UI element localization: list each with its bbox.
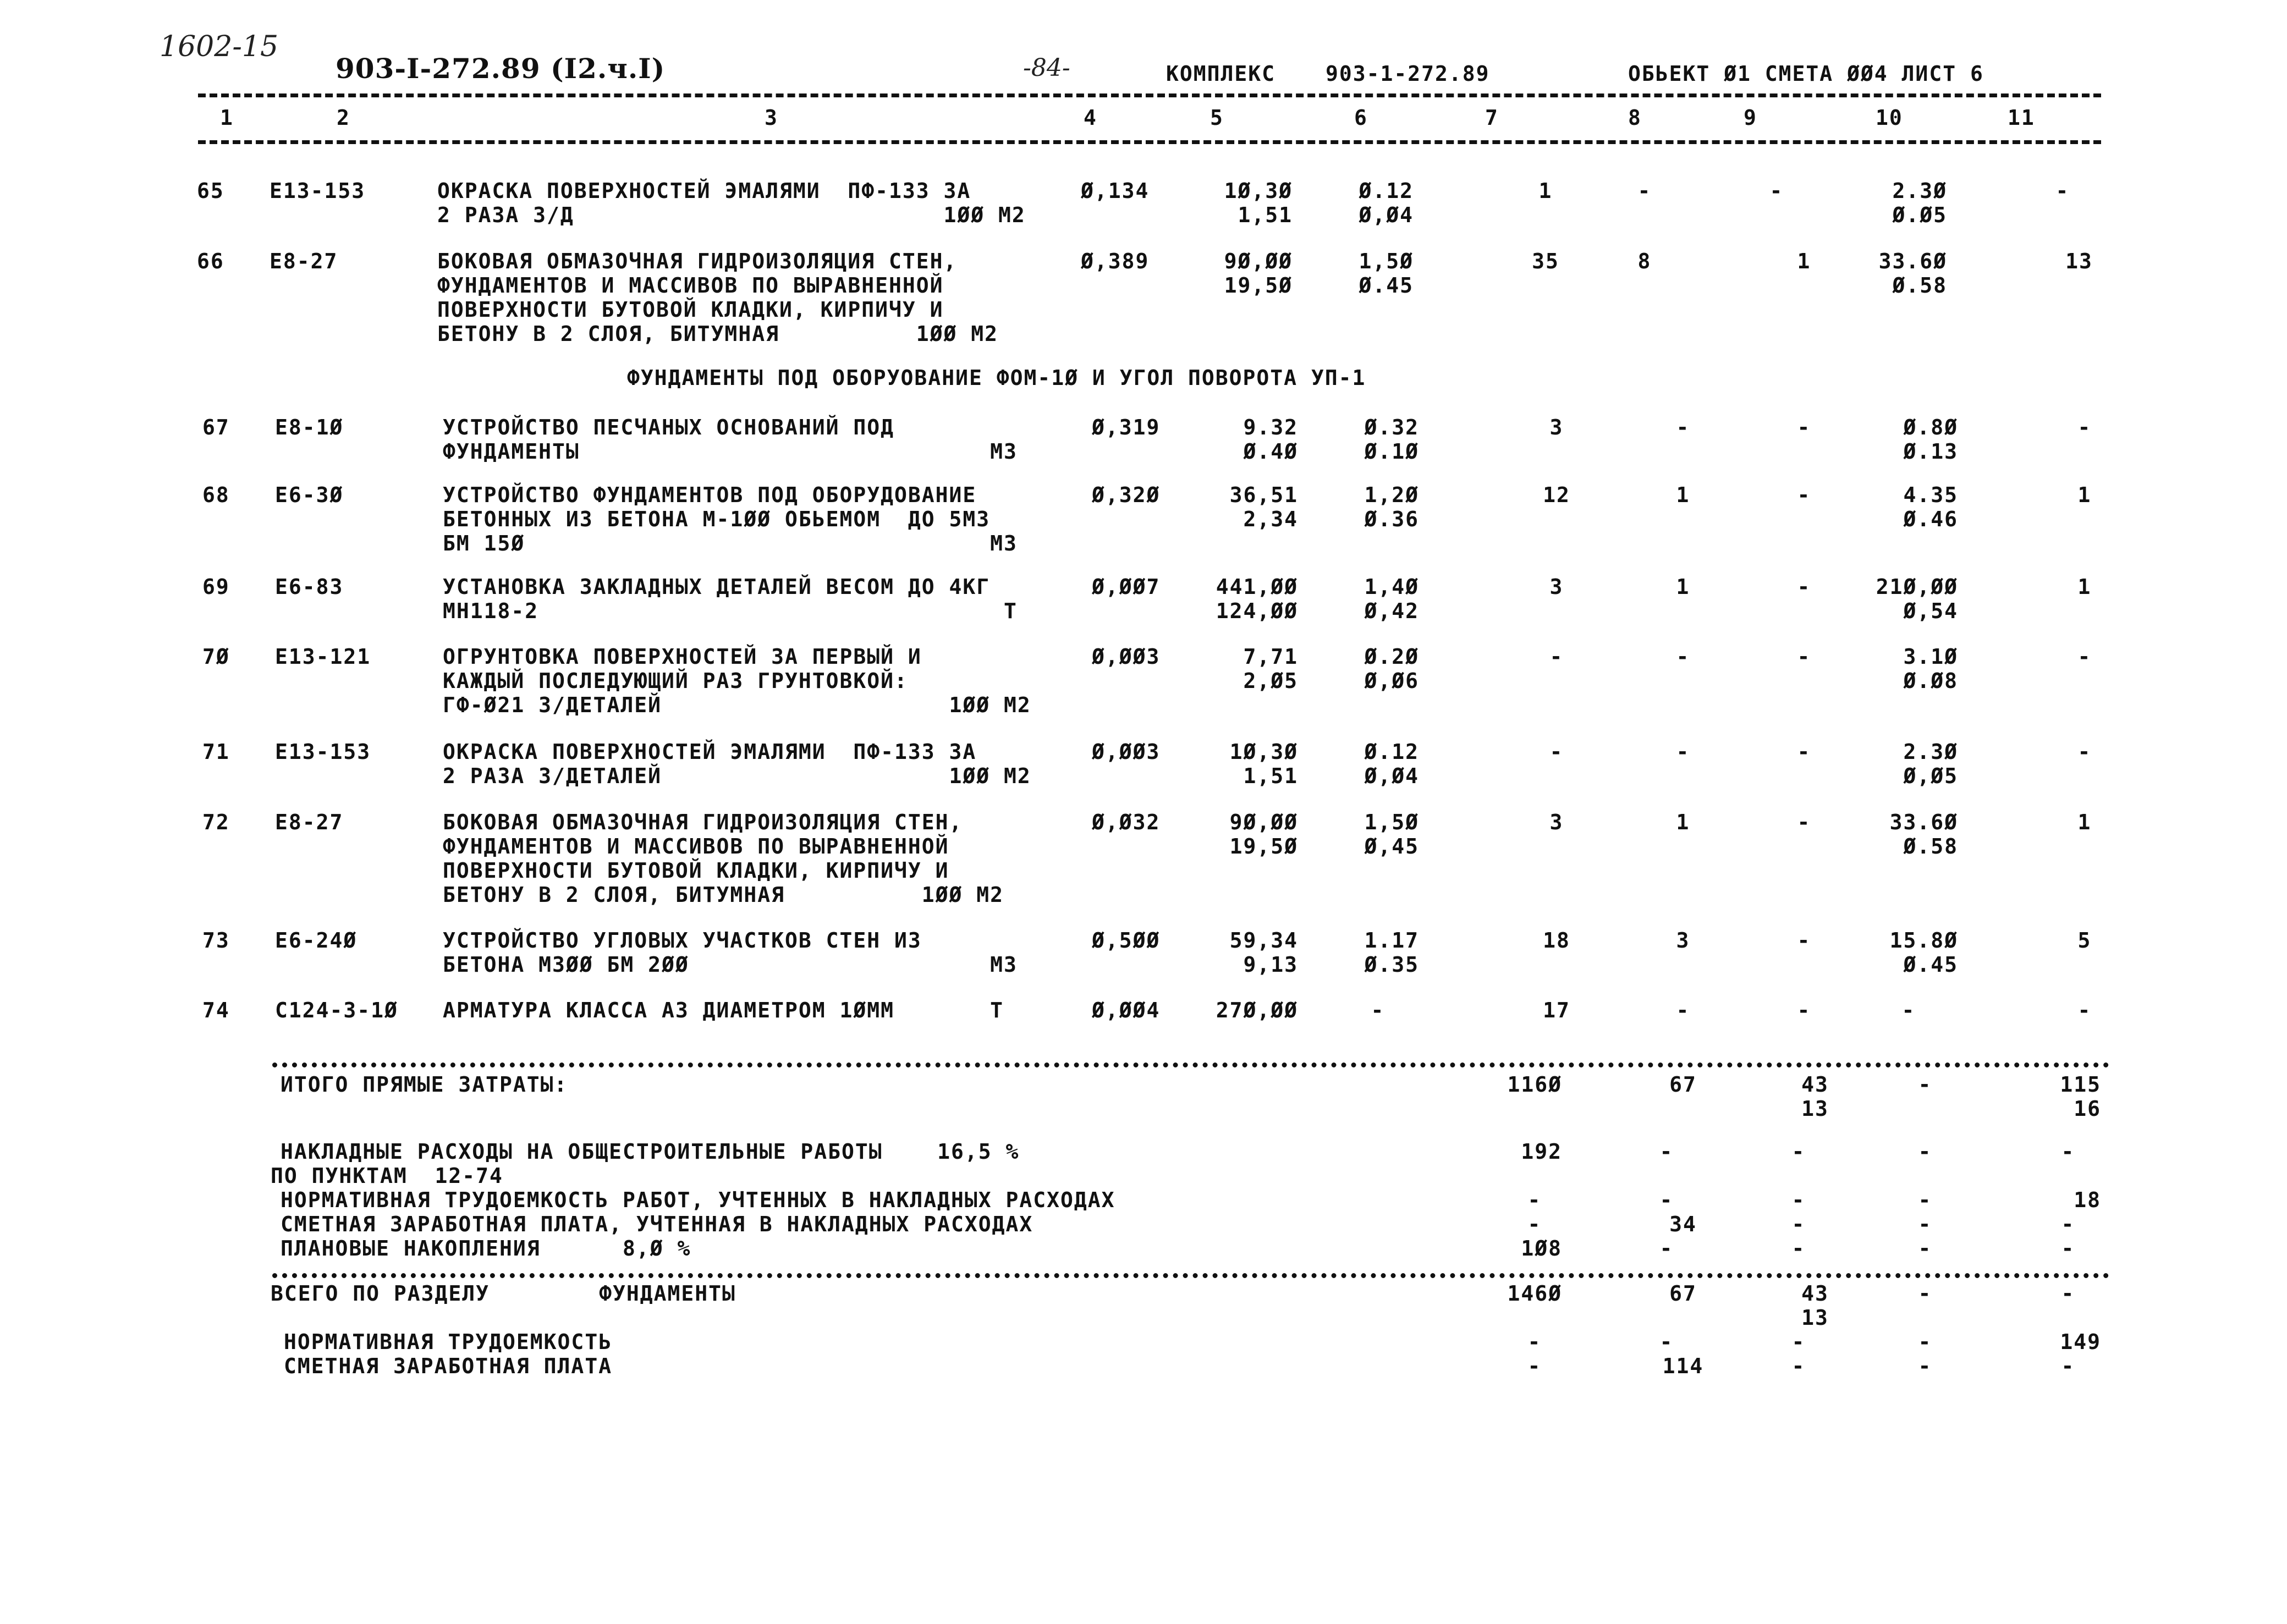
complex-label: КОМПЛЕКС: [1166, 62, 1276, 86]
col-header-9: 9: [1744, 106, 1757, 130]
row-col6: Ø.35: [1364, 953, 1419, 977]
row-col10: Ø.45: [1903, 953, 1958, 977]
row-col8: 1: [1676, 483, 1690, 507]
labor-norm-col7: -: [1527, 1188, 1542, 1212]
row-col8: 3: [1676, 928, 1690, 953]
row-col9: -: [1797, 928, 1811, 953]
direct-costs-col10: -: [1918, 1072, 1932, 1097]
row-col6: Ø,45: [1364, 834, 1419, 858]
final-labor-col9: -: [1791, 1330, 1806, 1354]
row-col4: Ø,389: [1081, 249, 1150, 273]
wage-col9: -: [1791, 1212, 1806, 1236]
row-col6: Ø,42: [1364, 599, 1419, 623]
row-number: 65: [197, 179, 224, 203]
col-header-2: 2: [337, 106, 350, 130]
row-col5: 124,ØØ: [1216, 599, 1298, 623]
final-wage-col8: 114: [1662, 1354, 1704, 1378]
direct-costs-col7: 116Ø: [1507, 1072, 1562, 1097]
row-col7: 3: [1549, 415, 1564, 439]
row-col4: Ø,ØØ7: [1092, 575, 1161, 599]
planned-savings-col9: -: [1791, 1236, 1806, 1260]
document-code: 903-I-272.89 (I2.ч.I): [336, 52, 666, 85]
row-number: 68: [202, 483, 230, 507]
row-col6-b: Ø,Ø4: [1359, 203, 1414, 227]
row-col5: 19,5Ø: [1229, 834, 1298, 858]
row-code: E13-153: [275, 740, 371, 764]
row-col7: 17: [1543, 998, 1570, 1022]
row-col9: -: [1797, 645, 1811, 669]
row-desc-line: БМ 15Ø М3: [443, 531, 1018, 555]
row-col10: Ø.58: [1903, 834, 1958, 858]
row-col4: Ø,5ØØ: [1092, 928, 1161, 953]
wage-col8: 34: [1669, 1212, 1697, 1236]
row-col5-b: 19,5Ø: [1224, 273, 1293, 298]
row-col10: Ø,54: [1903, 599, 1958, 623]
row-col10-a: 2.3Ø: [1892, 179, 1947, 203]
row-col6: 1.17: [1364, 928, 1419, 953]
labor-norm-col11: 18: [2074, 1188, 2101, 1212]
row-col6: Ø.1Ø: [1364, 439, 1419, 464]
row-number: 66: [197, 249, 224, 273]
row-code: E13-153: [270, 179, 366, 203]
section-total-label: ВСЕГО ПО РАЗДЕЛУ ФУНДАМЕНТЫ: [271, 1281, 736, 1306]
col-header-5: 5: [1210, 106, 1224, 130]
header-rule-top: [198, 93, 2101, 97]
row-col7: -: [1549, 645, 1564, 669]
row-col7: 35: [1532, 249, 1559, 273]
row-desc-line: ГФ-Ø21 З/ДЕТАЛЕЙ 1ØØ М2: [443, 693, 1031, 717]
row-desc-line: ПОВЕРХНОСТИ БУТОВОЙ КЛАДКИ, КИРПИЧУ И: [443, 858, 949, 883]
section-total-col9: 43: [1801, 1281, 1829, 1306]
final-labor-col11: 149: [2060, 1330, 2101, 1354]
overhead-col9: -: [1791, 1139, 1806, 1164]
wage-col7: -: [1527, 1212, 1542, 1236]
row-col11: 13: [2065, 249, 2093, 273]
row-col9: -: [1797, 415, 1811, 439]
row-number: 74: [202, 998, 230, 1022]
col-header-6: 6: [1354, 106, 1368, 130]
final-wage-col9: -: [1791, 1354, 1806, 1378]
col-header-1: 1: [220, 106, 234, 130]
final-wage-col10: -: [1918, 1354, 1932, 1378]
row-col5: 9.32: [1243, 415, 1298, 439]
row-col5: 1Ø,3Ø: [1229, 740, 1298, 764]
row-col6-b: Ø.45: [1359, 273, 1414, 298]
col-header-8: 8: [1628, 106, 1642, 130]
final-wage-col11: -: [2061, 1354, 2075, 1378]
row-col5: 441,ØØ: [1216, 575, 1298, 599]
row-col10: Ø.8Ø: [1903, 415, 1958, 439]
row-code: E8-27: [270, 249, 338, 273]
row-col11: 1: [2077, 483, 2092, 507]
section-title: ФУНДАМЕНТЫ ПОД ОБОРУОВАНИЕ ФОМ-1Ø И УГОЛ ПОВОРОТА УП-1: [627, 366, 1366, 390]
row-code: C124-3-1Ø: [275, 998, 398, 1022]
row-col11: -: [2077, 740, 2092, 764]
section-total-col8: 67: [1669, 1281, 1697, 1306]
row-col6: 1,5Ø: [1364, 810, 1419, 834]
row-number: 73: [202, 928, 230, 953]
section-total-col11: -: [2061, 1281, 2075, 1306]
row-col5: 7,71: [1243, 645, 1298, 669]
row-col8: 1: [1676, 575, 1690, 599]
object-info: ОБЬЕКТ Ø1 СМЕТА ØØ4 ЛИСТ 6: [1628, 62, 1984, 86]
row-col10-b: Ø.58: [1892, 273, 1947, 298]
planned-savings-col10: -: [1918, 1236, 1932, 1260]
section-total-col7: 146Ø: [1507, 1281, 1562, 1306]
dotted-rule-section-total: [272, 1273, 2109, 1278]
direct-costs-col8: 67: [1669, 1072, 1697, 1097]
row-col10-b: Ø.Ø5: [1892, 203, 1947, 227]
overhead-col10: -: [1918, 1139, 1932, 1164]
row-desc-line: БОКОВАЯ ОБМАЗОЧНАЯ ГИДРОИЗОЛЯЦИЯ СТЕН,: [437, 249, 958, 273]
row-col9: 1: [1797, 249, 1811, 273]
overhead-label-2: ПО ПУНКТАМ 12-74: [271, 1164, 503, 1188]
row-code: E6-83: [275, 575, 344, 599]
row-code: E6-3Ø: [275, 483, 344, 507]
planned-savings-label: ПЛАНОВЫЕ НАКОПЛЕНИЯ 8,Ø %: [281, 1236, 691, 1260]
row-col11: -: [2077, 998, 2092, 1022]
row-col5: Ø.4Ø: [1243, 439, 1298, 464]
wage-label: СМЕТНАЯ ЗАРАБОТНАЯ ПЛАТА, УЧТЕННАЯ В НАКЛАДНЫХ РАСХОДАХ: [281, 1212, 1033, 1236]
row-desc-line: 2 РАЗА З/Д 1ØØ М2: [437, 203, 1026, 227]
row-col7: 12: [1543, 483, 1570, 507]
final-labor-col8: -: [1659, 1330, 1674, 1354]
row-col11: 1: [2077, 575, 2092, 599]
header-rule-bottom: [198, 140, 2101, 144]
row-col10: Ø,Ø5: [1903, 764, 1958, 788]
wage-col11: -: [2061, 1212, 2075, 1236]
row-desc-line: 2 РАЗА З/ДЕТАЛЕЙ 1ØØ М2: [443, 764, 1031, 788]
row-col9: -: [1797, 810, 1811, 834]
row-desc-line: ПОВЕРХНОСТИ БУТОВОЙ КЛАДКИ, КИРПИЧУ И: [437, 298, 944, 322]
row-desc-line: ФУНДАМЕНТОВ И МАССИВОВ ПО ВЫРАВНЕННОЙ: [443, 834, 949, 858]
col-header-11: 11: [2008, 106, 2035, 130]
row-desc-line: БЕТОНА М3ØØ БМ 2ØØ М3: [443, 953, 1018, 977]
row-col5: 9Ø,ØØ: [1229, 810, 1298, 834]
row-col5-a: 9Ø,ØØ: [1224, 249, 1293, 273]
final-labor-col10: -: [1918, 1330, 1932, 1354]
row-col10: Ø.46: [1903, 507, 1958, 531]
row-col6: Ø,Ø6: [1364, 669, 1419, 693]
row-col8: -: [1637, 179, 1652, 203]
overhead-label: НАКЛАДНЫЕ РАСХОДЫ НА ОБЩЕСТРОИТЕЛЬНЫЕ РАБОТЫ 16,5 %: [281, 1139, 1020, 1164]
row-col7: 1: [1538, 179, 1553, 203]
row-col8: 1: [1676, 810, 1690, 834]
row-col4: Ø,32Ø: [1092, 483, 1161, 507]
row-col5: 59,34: [1229, 928, 1298, 953]
planned-savings-col7: 1Ø8: [1521, 1236, 1562, 1260]
row-col8: -: [1676, 998, 1690, 1022]
row-code: E8-1Ø: [275, 415, 344, 439]
row-desc-line: ФУНДАМЕНТОВ И МАССИВОВ ПО ВЫРАВНЕННОЙ: [437, 273, 944, 298]
row-desc-line: БЕТОННЫХ ИЗ БЕТОНА М-1ØØ ОБЬЕМОМ ДО 5М3: [443, 507, 991, 531]
row-col10: 15.8Ø: [1889, 928, 1958, 953]
row-col6-a: Ø.12: [1359, 179, 1414, 203]
direct-costs-col11: 115: [2060, 1072, 2101, 1097]
row-col6: Ø.36: [1364, 507, 1419, 531]
row-col8: 8: [1637, 249, 1652, 273]
row-col10: 21Ø,ØØ: [1876, 575, 1958, 599]
row-col10: Ø.Ø8: [1903, 669, 1958, 693]
row-col11: 1: [2077, 810, 2092, 834]
planned-savings-col8: -: [1659, 1236, 1674, 1260]
final-labor-col7: -: [1527, 1330, 1542, 1354]
row-col8: -: [1676, 740, 1690, 764]
labor-norm-label: НОРМАТИВНАЯ ТРУДОЕМКОСТЬ РАБОТ, УЧТЕННЫХ В НАКЛАДНЫХ РАСХОДАХ: [281, 1188, 1115, 1212]
row-desc-line: АРМАТУРА КЛАССА А3 ДИАМЕТРОМ 1ØММ Т: [443, 998, 1004, 1022]
row-desc-line: ОКРАСКА ПОВЕРХНОСТЕЙ ЭМАЛЯМИ ПФ-133 ЗА: [437, 179, 971, 203]
row-number: 7Ø: [202, 645, 230, 669]
row-desc-line: БОКОВАЯ ОБМАЗОЧНАЯ ГИДРОИЗОЛЯЦИЯ СТЕН,: [443, 810, 963, 834]
row-col8: -: [1676, 645, 1690, 669]
row-col6: Ø.12: [1364, 740, 1419, 764]
row-col10: 3.1Ø: [1903, 645, 1958, 669]
row-col6: 1,2Ø: [1364, 483, 1419, 507]
row-col8: -: [1676, 415, 1690, 439]
page-number: -84-: [1023, 54, 1070, 82]
row-col7: 18: [1543, 928, 1570, 953]
row-number: 72: [202, 810, 230, 834]
final-wage-col7: -: [1527, 1354, 1542, 1378]
row-col4: Ø,134: [1081, 179, 1150, 203]
col-header-7: 7: [1485, 106, 1499, 130]
row-col5: 2,34: [1243, 507, 1298, 531]
row-col4: Ø,ØØ3: [1092, 740, 1161, 764]
row-col11: -: [2055, 179, 2070, 203]
overhead-col11: -: [2061, 1139, 2075, 1164]
final-labor-label: НОРМАТИВНАЯ ТРУДОЕМКОСТЬ: [284, 1330, 613, 1354]
row-col11: -: [2077, 645, 2092, 669]
col-header-4: 4: [1084, 106, 1097, 130]
row-col10: 4.35: [1903, 483, 1958, 507]
row-col10: Ø.13: [1903, 439, 1958, 464]
row-col5-b: 1,51: [1238, 203, 1293, 227]
row-col6: Ø.32: [1364, 415, 1419, 439]
planned-savings-col11: -: [2061, 1236, 2075, 1260]
labor-norm-col10: -: [1918, 1188, 1932, 1212]
row-col5: 9,13: [1243, 953, 1298, 977]
row-col4: Ø,ØØ4: [1092, 998, 1161, 1022]
row-col9: -: [1797, 483, 1811, 507]
labor-norm-col9: -: [1791, 1188, 1806, 1212]
direct-costs-col9-b: 13: [1801, 1097, 1829, 1121]
row-col4: Ø,Ø32: [1092, 810, 1161, 834]
row-col7: -: [1549, 740, 1564, 764]
col-header-10: 10: [1876, 106, 1903, 130]
row-col4: Ø,ØØ3: [1092, 645, 1161, 669]
row-col6: Ø.2Ø: [1364, 645, 1419, 669]
section-total-col9-b: 13: [1801, 1306, 1829, 1330]
row-col6: -: [1371, 998, 1385, 1022]
row-col5: 36,51: [1229, 483, 1298, 507]
row-col7: 3: [1549, 810, 1564, 834]
labor-norm-col8: -: [1659, 1188, 1674, 1212]
direct-costs-label: ИТОГО ПРЯМЫЕ ЗАТРАТЫ:: [281, 1072, 568, 1097]
overhead-col7: 192: [1521, 1139, 1562, 1164]
row-code: E8-27: [275, 810, 344, 834]
row-col4: Ø,319: [1092, 415, 1161, 439]
row-col9: -: [1797, 575, 1811, 599]
row-desc-line: ОГРУНТОВКА ПОВЕРХНОСТЕЙ ЗА ПЕРВЫЙ И: [443, 645, 922, 669]
row-col10: 33.6Ø: [1889, 810, 1958, 834]
row-desc-line: БЕТОНУ В 2 СЛОЯ, БИТУМНАЯ 1ØØ М2: [443, 883, 1004, 907]
row-col11: -: [2077, 415, 2092, 439]
row-col5: 27Ø,ØØ: [1216, 998, 1298, 1022]
row-number: 67: [202, 415, 230, 439]
final-wage-label: СМЕТНАЯ ЗАРАБОТНАЯ ПЛАТА: [284, 1354, 613, 1378]
section-total-col10: -: [1918, 1281, 1932, 1306]
row-col9: -: [1797, 740, 1811, 764]
row-col10: -: [1901, 998, 1916, 1022]
row-col5: 2,Ø5: [1243, 669, 1298, 693]
complex-code: 903-1-272.89: [1326, 62, 1490, 86]
row-col9: -: [1797, 998, 1811, 1022]
row-desc-line: УСТРОЙСТВО ФУНДАМЕНТОВ ПОД ОБОРУДОВАНИЕ: [443, 483, 977, 507]
row-col6: 1,4Ø: [1364, 575, 1419, 599]
row-col5: 1,51: [1243, 764, 1298, 788]
direct-costs-col11-b: 16: [2074, 1097, 2101, 1121]
row-number: 71: [202, 740, 230, 764]
row-code: E6-24Ø: [275, 928, 358, 953]
row-desc-line: ФУНДАМЕНТЫ М3: [443, 439, 1018, 464]
wage-col10: -: [1918, 1212, 1932, 1236]
row-desc-line: УСТРОЙСТВО УГЛОВЫХ УЧАСТКОВ СТЕН ИЗ: [443, 928, 922, 953]
row-col6-a: 1,5Ø: [1359, 249, 1414, 273]
row-col10-a: 33.6Ø: [1878, 249, 1947, 273]
overhead-col8: -: [1659, 1139, 1674, 1164]
row-col7: 3: [1549, 575, 1564, 599]
row-code: E13-121: [275, 645, 371, 669]
row-col9: -: [1769, 179, 1784, 203]
row-col10: 2.3Ø: [1903, 740, 1958, 764]
row-desc-line: УСТРОЙСТВО ПЕСЧАНЫХ ОСНОВАНИЙ ПОД: [443, 415, 894, 439]
row-desc-line: ОКРАСКА ПОВЕРХНОСТЕЙ ЭМАЛЯМИ ПФ-133 ЗА: [443, 740, 977, 764]
row-number: 69: [202, 575, 230, 599]
row-desc-line: МН118-2 Т: [443, 599, 1018, 623]
row-col11: 5: [2077, 928, 2092, 953]
row-desc-line: КАЖДЫЙ ПОСЛЕДУЮЩИЙ РАЗ ГРУНТОВКОЙ:: [443, 669, 908, 693]
dotted-rule-totals: [272, 1063, 2109, 1067]
col-header-3: 3: [765, 106, 778, 130]
row-desc-line: БЕТОНУ В 2 СЛОЯ, БИТУМНАЯ 1ØØ М2: [437, 322, 998, 346]
handwritten-note: 1602-15: [160, 30, 279, 63]
row-col5-a: 1Ø,3Ø: [1224, 179, 1293, 203]
row-desc-line: УСТАНОВКА ЗАКЛАДНЫХ ДЕТАЛЕЙ ВЕСОМ ДО 4КГ: [443, 575, 991, 599]
row-col6: Ø,Ø4: [1364, 764, 1419, 788]
direct-costs-col9: 43: [1801, 1072, 1829, 1097]
